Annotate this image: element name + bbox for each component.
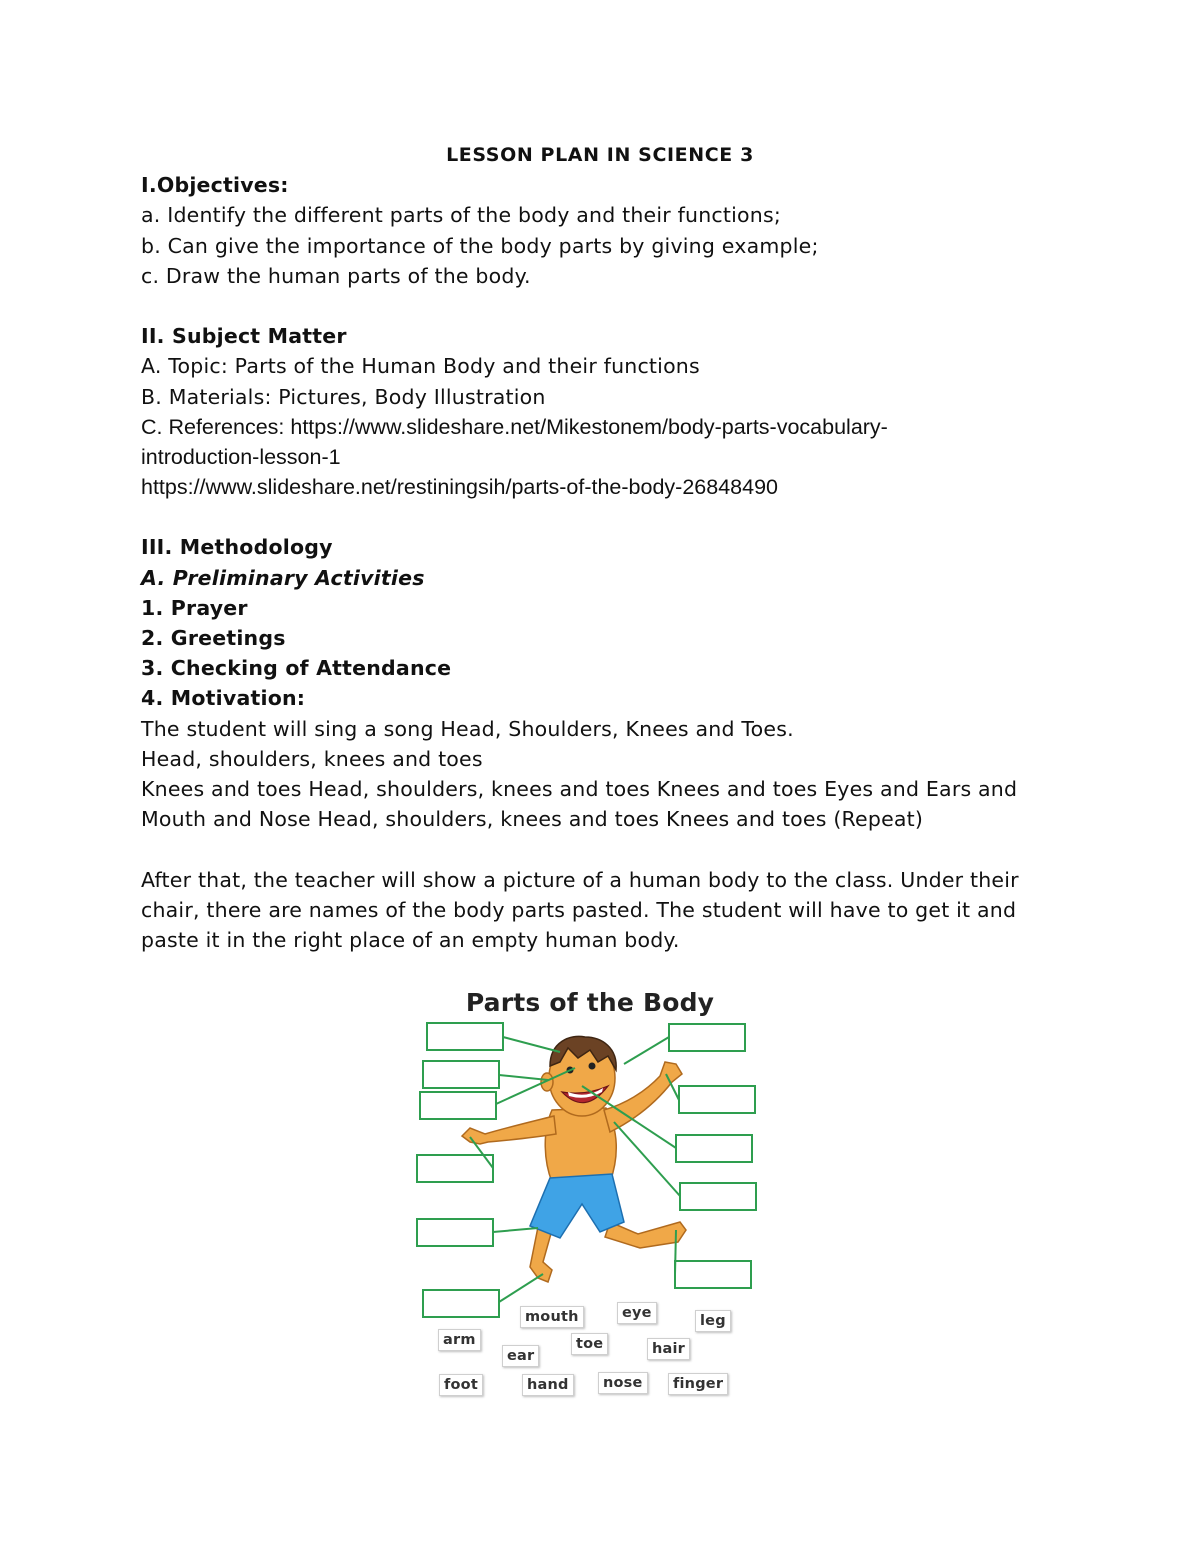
body-parts-figure — [410, 982, 770, 1402]
objective-item: a. Identify the different parts of the body and their functions; — [141, 203, 781, 228]
label-box — [675, 1261, 751, 1288]
label-box — [679, 1086, 755, 1113]
label-box — [676, 1135, 752, 1162]
word-card: hair — [647, 1338, 690, 1360]
objective-item: b. Can give the importance of the body parts by giving example; — [141, 233, 819, 258]
word-card: arm — [438, 1329, 481, 1351]
label-box — [427, 1023, 503, 1050]
objective-item: c. Draw the human parts of the body. — [141, 263, 531, 288]
page-title: LESSON PLAN IN SCIENCE 3 — [446, 144, 754, 166]
methodology-heading: III. Methodology — [141, 535, 333, 560]
lesson-content — [141, 140, 1061, 955]
objectives-heading: I.Objectives: — [141, 173, 289, 198]
references-line: C. References: https://www.slideshare.net/Mikestonem/body-parts-vocabulary- — [141, 414, 888, 439]
word-card: ear — [502, 1345, 539, 1367]
label-box — [417, 1219, 493, 1246]
step-greetings: 2. Greetings — [141, 626, 286, 650]
materials-line: B. Materials: Pictures, Body Illustration — [141, 384, 546, 409]
preliminary-activities-heading: A. Preliminary Activities — [141, 565, 425, 590]
step-motivation: 4. Motivation: — [141, 686, 306, 711]
step-attendance: 3. Checking of Attendance — [141, 656, 452, 681]
subject-matter-heading: II. Subject Matter — [141, 324, 347, 349]
label-box — [417, 1155, 493, 1182]
references-line-2: https://www.slideshare.net/restiningsih/parts-of-the-body-26848490 — [141, 475, 778, 500]
label-box — [423, 1061, 499, 1088]
activity-line: chair, there are names of the body parts pasted. The student will have to get it and — [141, 897, 1017, 922]
references-line-continued: introduction-lesson-1 — [141, 444, 341, 469]
step-prayer: 1. Prayer — [141, 595, 248, 620]
label-box — [420, 1092, 496, 1119]
word-card: nose — [598, 1372, 648, 1394]
motivation-line: Mouth and Nose Head, shoulders, knees and toes Knees and toes (Repeat) — [141, 807, 924, 832]
label-box — [680, 1183, 756, 1210]
activity-line: After that, the teacher will show a picture of a human body to the class. Under their — [141, 867, 1019, 892]
spacer — [141, 291, 1061, 321]
motivation-line: Head, shoulders, knees and toes — [141, 746, 483, 771]
motivation-line: The student will sing a song Head, Shoulders, Knees and Toes. — [141, 716, 794, 741]
label-box — [423, 1290, 499, 1317]
word-card: hand — [522, 1374, 574, 1396]
word-card: mouth — [520, 1306, 584, 1328]
activity-line: paste it in the right place of an empty human body. — [141, 927, 680, 952]
motivation-line: Knees and toes Head, shoulders, knees and toes Knees and toes Eyes and Ears and — [141, 776, 1018, 801]
word-card: toe — [571, 1333, 608, 1355]
topic-line: A. Topic: Parts of the Human Body and their functions — [141, 354, 700, 379]
label-box — [669, 1024, 745, 1051]
spacer — [141, 834, 1061, 864]
word-card: leg — [695, 1310, 731, 1332]
word-card: finger — [668, 1373, 728, 1395]
word-card: foot — [439, 1374, 483, 1396]
word-card: eye — [617, 1302, 657, 1324]
figure-title: Parts of the Body — [465, 988, 715, 1017]
spacer — [141, 502, 1061, 532]
